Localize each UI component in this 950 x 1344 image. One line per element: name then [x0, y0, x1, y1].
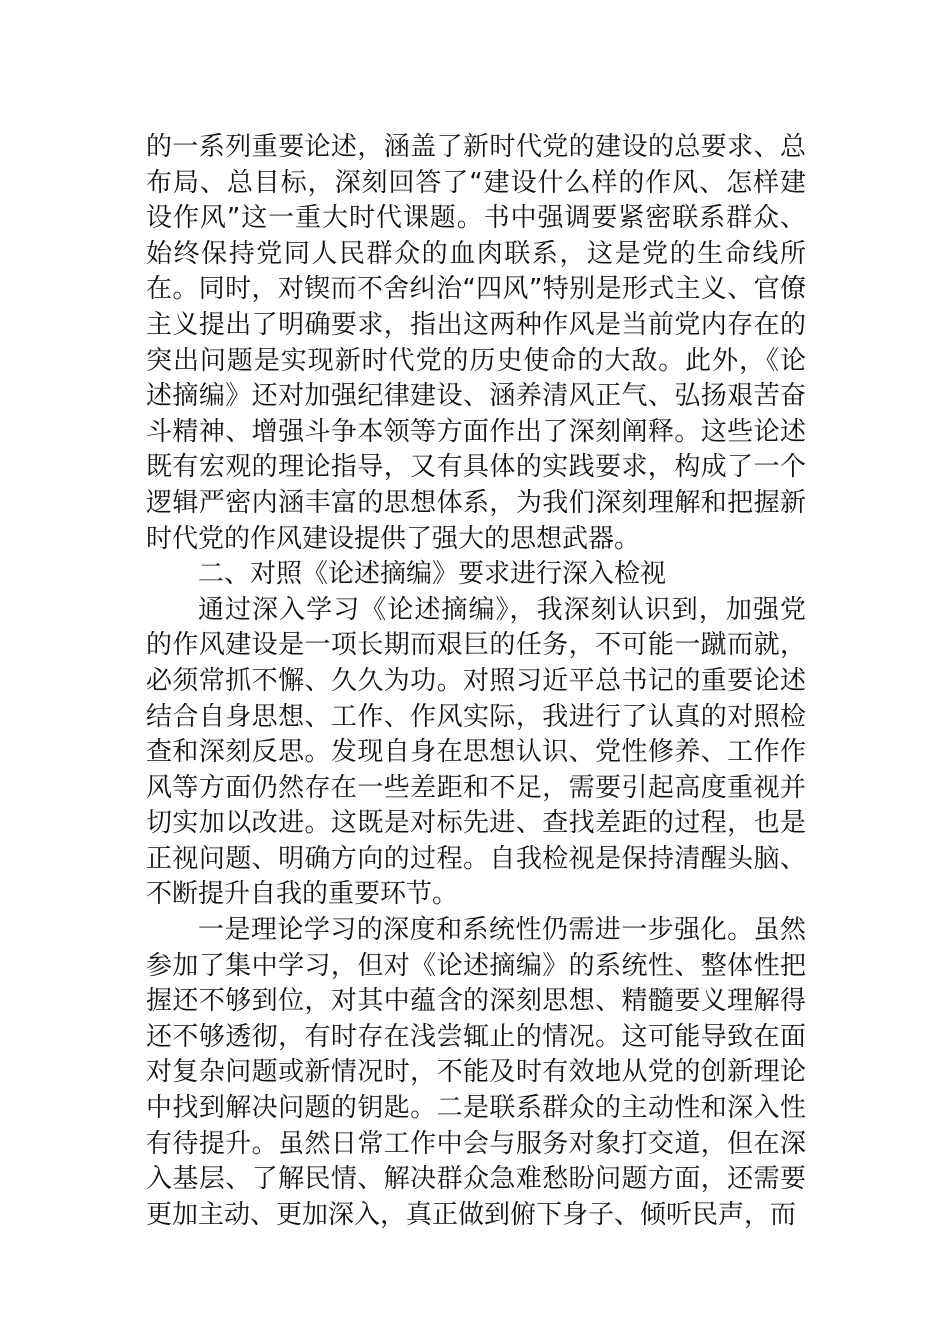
document-body [146, 130, 806, 1233]
body-paragraph-3: 一是理论学习的深度和系统性仍需进一步强化。虽然参加了集中学习，但对《论述摘编》的系统性、整体性把握还不够到位，对其中蕴含的深刻思想、精髓要义理解得还不够透彻，有时存在浅尝辄止的情况。这可能导致在面对复杂问题或新情况时，不能及时有效地从党的创新理论中找到解决问题的钥匙。二是联系群众的主动性和深入性有待提升。虽然日常工作中会与服务对象打交道，但在深入基层、了解民情、解决群众急难愁盼问题方面，还需要更加主动、更加深入，真正做到俯下身子、倾听民声，而 [146, 915, 806, 1230]
section-heading: 二、对照《论述摘编》要求进行深入检视 [198, 559, 667, 590]
body-paragraph-1: 的一系列重要论述，涵盖了新时代党的建设的总要求、总布局、总目标，深刻回答了“建设什么样的作风、怎样建设作风”这一重大时代课题。书中强调要紧密联系群众、始终保持党同人民群众的血肉联系，这是党的生命线所在。同时，对锲而不舍纠治“四风”特别是形式主义、官僚主义提出了明确要求，指出这两种作风是当前党内存在的突出问题是实现新时代党的历史使命的大敌。此外，《论述摘编》还对加强纪律建设、涵养清风正气、弘扬艰苦奋斗精神、增强斗争本领等方面作出了深刻阐释。这些论述既有宏观的理论指导，又有具体的实践要求，构成了一个逻辑严密内涵丰富的思想体系，为我们深刻理解和把握新时代党的作风建设提供了强大的思想武器。 [146, 132, 806, 554]
body-paragraph-2: 通过深入学习《论述摘编》，我深刻认识到，加强党的作风建设是一项长期而艰巨的任务，不可能一蹴而就，必须常抓不懈、久久为功。对照习近平总书记的重要论述结合自身思想、工作、作风实际，我进行了认真的对照检查和深刻反思。发现自身在思想认识、党性修养、工作作风等方面仍然存在一些差距和不足，需要引起高度重视并切实加以改进。这既是对标先进、查找差距的过程，也是正视问题、明确方向的过程。自我检视是保持清醒头脑、不断提升自我的重要环节。 [146, 594, 806, 910]
